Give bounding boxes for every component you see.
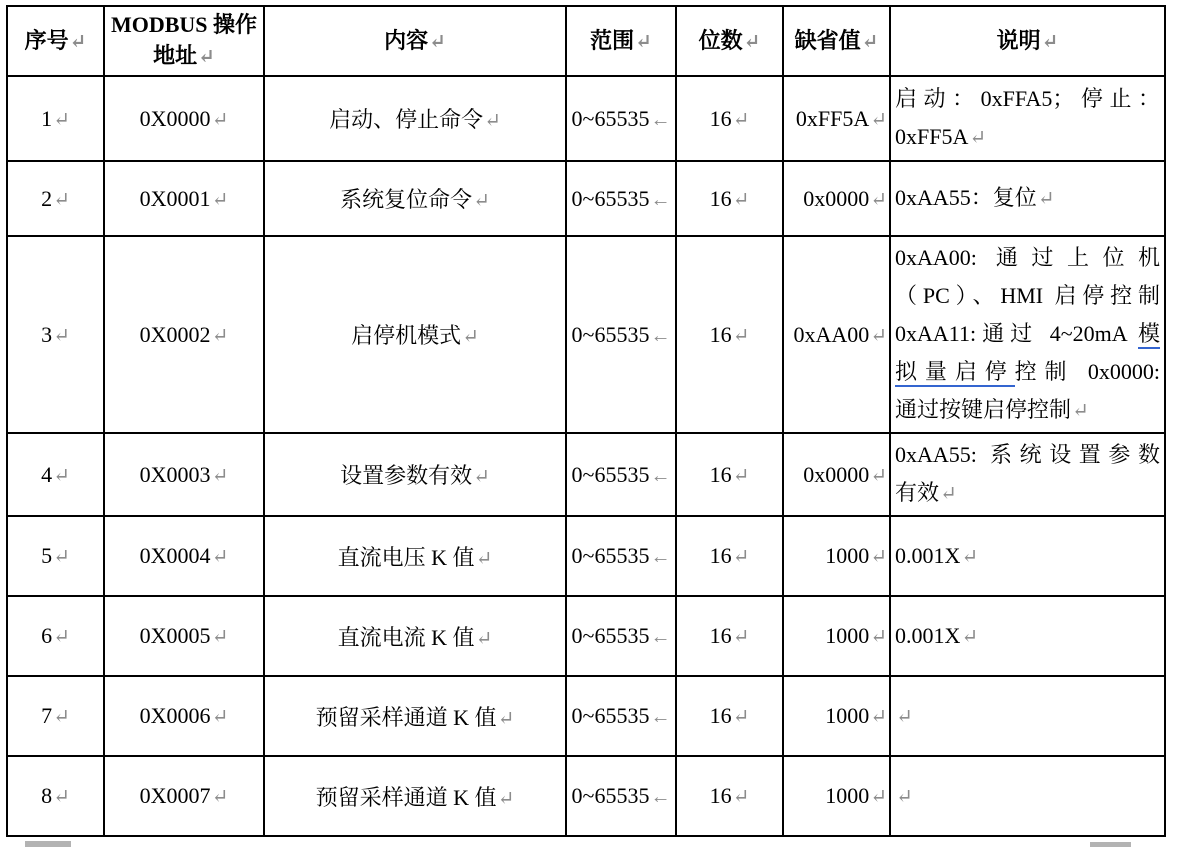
cell-desc[interactable] (890, 236, 1165, 433)
cell-addr[interactable] (104, 236, 264, 433)
cell-text: 5 (41, 543, 53, 568)
cell-text: 16 (709, 105, 732, 131)
clipped-paragraph-mark: ← (650, 108, 671, 131)
desc-text: 启动：0xFFA5；停止： (895, 86, 1160, 111)
paragraph-mark: ↵ (53, 706, 70, 728)
paragraph-mark: ↵ (497, 707, 515, 730)
cell-no[interactable] (7, 516, 104, 596)
cell-text: 0x0000 (803, 185, 870, 211)
header-label: MODBUS 操作 (110, 12, 258, 37)
col-header-desc[interactable] (890, 6, 1165, 76)
cell-no[interactable] (7, 676, 104, 756)
cell-bits[interactable] (676, 76, 783, 161)
paragraph-mark: ↵ (969, 127, 987, 149)
cell-text: 0X0007 (139, 783, 211, 808)
paragraph-mark: ↵ (732, 108, 750, 131)
desc-text: 0.001X (895, 542, 961, 568)
cell-text: 0X0002 (139, 321, 211, 347)
cell-no[interactable] (7, 76, 104, 161)
modbus-register-table (6, 5, 1166, 837)
cell-text: 4 (41, 461, 53, 487)
paragraph-mark: ↵ (1041, 30, 1059, 53)
cell-text: 16 (709, 543, 732, 568)
paragraph-mark: ↵ (732, 626, 750, 648)
paragraph-mark: ↵ (870, 464, 887, 487)
paragraph-mark: ↵ (53, 546, 70, 568)
paragraph-mark: ↵ (861, 30, 879, 53)
cell-text: 0~65535 (571, 783, 650, 808)
desc-text: 0xAA00: 通过上位机 (895, 245, 1160, 270)
desc-text: 控制 0x0000: (1014, 359, 1160, 384)
paragraph-mark: ↵ (198, 46, 215, 68)
cell-text: 16 (709, 783, 732, 808)
clipped-paragraph-mark: ← (650, 626, 671, 648)
header-label: 缺省值 (794, 27, 861, 53)
paragraph-mark: ↵ (896, 785, 913, 808)
header-row (7, 6, 1165, 76)
cell-no[interactable] (7, 596, 104, 676)
cell-no[interactable] (7, 756, 104, 836)
cell-text: 0X0001 (139, 185, 211, 211)
cell-default[interactable] (783, 433, 890, 516)
cell-range[interactable] (566, 516, 676, 596)
desc-text: （PC）、HMI 启停控制 (895, 283, 1160, 308)
table-row (7, 433, 1165, 516)
cell-content[interactable] (264, 161, 566, 236)
cell-text: 16 (709, 703, 732, 728)
paragraph-mark: ↵ (1072, 400, 1089, 422)
col-header-default[interactable] (783, 6, 890, 76)
clipped-paragraph-mark: ← (650, 188, 671, 211)
clipped-paragraph-mark: ← (650, 546, 671, 568)
table-row (7, 161, 1165, 236)
paragraph-mark: ↵ (732, 464, 750, 487)
cell-desc[interactable] (890, 676, 1165, 756)
paragraph-mark: ↵ (870, 626, 887, 648)
cell-text: 16 (709, 185, 732, 211)
cell-range[interactable] (566, 756, 676, 836)
desc-text: 0xAA55: 系统设置参数 (895, 442, 1160, 467)
paragraph-mark: ↵ (429, 30, 446, 53)
table-row (7, 76, 1165, 161)
cell-text: 0X0000 (139, 105, 211, 131)
cell-content[interactable] (264, 596, 566, 676)
cell-text: 16 (709, 623, 732, 648)
table-row (7, 596, 1165, 676)
cell-text: 7 (41, 703, 53, 728)
cell-text: 0~65535 (571, 185, 650, 211)
paragraph-mark: ↵ (69, 30, 87, 53)
desc-text: 0xAA55：复位 (895, 185, 1037, 210)
paragraph-mark: ↵ (896, 705, 913, 728)
paragraph-mark: ↵ (53, 464, 70, 487)
cell-default[interactable] (783, 596, 890, 676)
cell-addr[interactable] (104, 161, 264, 236)
paragraph-mark: ↵ (732, 706, 750, 728)
paragraph-mark: ↵ (53, 786, 70, 808)
paragraph-mark: ↵ (635, 30, 652, 53)
paragraph-mark: ↵ (870, 546, 887, 568)
paragraph-mark: ↵ (732, 324, 750, 347)
clipped-paragraph-mark: ← (650, 706, 671, 728)
desc-text: 有效 (895, 480, 940, 505)
cell-range[interactable] (566, 76, 676, 161)
cell-text: 0X0003 (139, 461, 211, 487)
paragraph-mark: ↵ (211, 546, 229, 568)
cell-no[interactable] (7, 161, 104, 236)
cell-content[interactable] (264, 236, 566, 433)
cell-no[interactable] (7, 433, 104, 516)
header-label: 位数 (698, 27, 743, 53)
paragraph-mark: ↵ (211, 706, 229, 728)
paragraph-mark: ↵ (961, 545, 979, 568)
paragraph-mark: ↵ (940, 483, 957, 505)
paragraph-mark: ↵ (473, 466, 490, 488)
col-header-bits[interactable] (676, 6, 783, 76)
clipped-paragraph-mark: ← (650, 786, 671, 808)
paragraph-mark: ↵ (870, 786, 887, 808)
cell-text: 2 (41, 185, 53, 211)
paragraph-mark: ↵ (53, 108, 70, 131)
paragraph-mark: ↵ (475, 547, 493, 570)
clipped-paragraph-mark: ← (650, 324, 671, 347)
cell-text: 0x0000 (803, 461, 870, 487)
next-table-fragment-bar-right (1090, 842, 1131, 847)
paragraph-mark: ↵ (53, 626, 70, 648)
paragraph-mark: ↵ (475, 627, 493, 650)
col-header-addr[interactable] (104, 6, 264, 76)
cell-default[interactable] (783, 756, 890, 836)
cell-text: 8 (41, 783, 53, 808)
cell-range[interactable] (566, 433, 676, 516)
cell-text: 0~65535 (571, 321, 650, 347)
header-label: 地址 (153, 43, 198, 68)
cell-desc[interactable] (890, 161, 1165, 236)
cell-text: 预留采样通道 K 值 (315, 704, 497, 730)
paragraph-mark: ↵ (732, 786, 750, 808)
cell-range[interactable] (566, 596, 676, 676)
cell-content[interactable] (264, 76, 566, 161)
cell-text: 预留采样通道 K 值 (315, 784, 497, 810)
cell-text: 1000 (825, 783, 870, 808)
desc-text: 0xAA11:通过 4~20mA (895, 321, 1138, 346)
cell-addr[interactable] (104, 756, 264, 836)
paragraph-mark: ↵ (870, 188, 887, 211)
paragraph-mark: ↵ (732, 188, 750, 211)
cell-text: 1000 (825, 703, 870, 728)
col-header-range[interactable] (566, 6, 676, 76)
header-label: 内容 (384, 27, 429, 53)
cell-default[interactable] (783, 161, 890, 236)
cell-desc[interactable] (890, 433, 1165, 516)
cell-bits[interactable] (676, 433, 783, 516)
col-header-content[interactable] (264, 6, 566, 76)
cell-bits[interactable] (676, 236, 783, 433)
col-header-no[interactable] (7, 6, 104, 76)
cell-content[interactable] (264, 676, 566, 756)
cell-default[interactable] (783, 236, 890, 433)
cell-text: 3 (41, 321, 53, 347)
cell-no[interactable] (7, 236, 104, 433)
cell-text: 16 (709, 461, 732, 487)
cell-text: 设置参数有效 (340, 463, 473, 488)
cell-desc[interactable] (890, 596, 1165, 676)
paragraph-mark: ↵ (870, 324, 887, 347)
cell-content[interactable] (264, 433, 566, 516)
cell-addr[interactable] (104, 676, 264, 756)
paragraph-mark: ↵ (870, 706, 887, 728)
desc-text: 0xFF5A (895, 124, 969, 149)
cell-text: 1000 (825, 543, 870, 568)
cell-bits[interactable] (676, 596, 783, 676)
header-label: 范围 (590, 27, 635, 53)
cell-text: 0~65535 (571, 543, 650, 568)
grammar-underlined-text: 拟量启停 (895, 359, 1015, 387)
paragraph-mark: ↵ (1037, 188, 1055, 210)
cell-text: 0X0005 (139, 623, 211, 648)
cell-range[interactable] (566, 236, 676, 433)
cell-bits[interactable] (676, 676, 783, 756)
cell-text: 0X0006 (139, 703, 211, 728)
paragraph-mark: ↵ (732, 546, 750, 568)
paragraph-mark: ↵ (870, 108, 887, 131)
table-row (7, 516, 1165, 596)
cell-text: 0~65535 (571, 461, 650, 487)
paragraph-mark: ↵ (211, 626, 229, 648)
cell-text: 0~65535 (571, 623, 650, 648)
paragraph-mark: ↵ (53, 324, 70, 347)
header-label: 说明 (996, 27, 1041, 53)
cell-text: 1000 (825, 623, 870, 648)
cell-text: 启动、停止命令 (329, 107, 484, 132)
table-row (7, 236, 1165, 433)
paragraph-mark: ↵ (53, 188, 70, 211)
cell-text: 0xAA00 (793, 321, 870, 347)
cell-desc[interactable] (890, 516, 1165, 596)
cell-desc[interactable] (890, 76, 1165, 161)
paragraph-mark: ↵ (211, 786, 229, 808)
cell-text: 1 (41, 105, 53, 131)
cell-text: 0xFF5A (795, 105, 870, 131)
paragraph-mark: ↵ (497, 787, 515, 810)
desc-text: 0.001X (895, 622, 961, 648)
paragraph-mark: ↵ (473, 190, 490, 212)
cell-text: 启停机模式 (351, 323, 462, 348)
paragraph-mark: ↵ (462, 326, 479, 348)
desc-text: 通过按键启停控制 (895, 397, 1072, 422)
cell-default[interactable] (783, 676, 890, 756)
clipped-paragraph-mark: ← (650, 464, 671, 487)
cell-text: 系统复位命令 (340, 187, 473, 212)
cell-addr[interactable] (104, 596, 264, 676)
cell-content[interactable] (264, 516, 566, 596)
paragraph-mark: ↵ (211, 188, 229, 211)
table-row (7, 676, 1165, 756)
paragraph-mark: ↵ (211, 108, 229, 131)
cell-default[interactable] (783, 516, 890, 596)
cell-default[interactable] (783, 76, 890, 161)
paragraph-mark: ↵ (211, 324, 229, 347)
paragraph-mark: ↵ (743, 30, 761, 53)
cell-text: 0~65535 (571, 105, 650, 131)
cell-text: 6 (41, 623, 53, 648)
paragraph-mark: ↵ (211, 464, 229, 487)
cell-addr[interactable] (104, 76, 264, 161)
cell-desc[interactable] (890, 756, 1165, 836)
cell-addr[interactable] (104, 516, 264, 596)
cell-bits[interactable] (676, 516, 783, 596)
table-row (7, 756, 1165, 836)
cell-content[interactable] (264, 756, 566, 836)
cell-text: 直流电流 K 值 (337, 624, 475, 650)
cell-range[interactable] (566, 676, 676, 756)
cell-text: 0~65535 (571, 703, 650, 728)
cell-bits[interactable] (676, 161, 783, 236)
cell-range[interactable] (566, 161, 676, 236)
cell-addr[interactable] (104, 433, 264, 516)
header-label: 序号 (24, 27, 69, 53)
paragraph-mark: ↵ (961, 625, 979, 648)
next-table-fragment-bar-left (25, 841, 71, 847)
cell-text: 0X0004 (139, 543, 211, 568)
cell-text: 直流电压 K 值 (337, 544, 475, 570)
grammar-underlined-text: 模 (1138, 321, 1160, 349)
paragraph-mark: ↵ (484, 110, 501, 132)
cell-bits[interactable] (676, 756, 783, 836)
cell-text: 16 (709, 321, 732, 347)
